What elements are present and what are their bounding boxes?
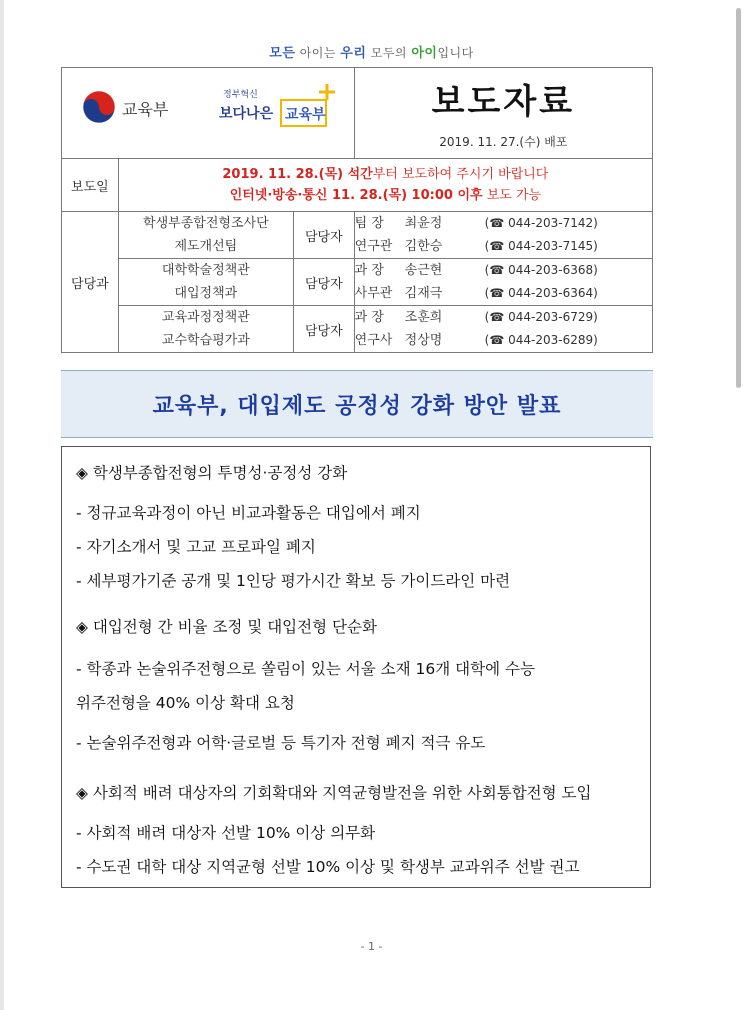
logo-cell	[62, 68, 355, 159]
person-label: 담당자	[293, 306, 354, 353]
taegeuk-logo-icon	[82, 90, 116, 124]
list-item: - 논술위주전형과 어학·글로벌 등 특기자 전형 폐지 적극 유도	[76, 734, 486, 752]
list-item: - 정규교육과정이 아닌 비교과활동은 대입에서 폐지	[76, 504, 421, 522]
contact-cell: 과 장 송근현 (☎ 044-203-6368) 사무관 김재극 (☎ 044-203-6364)	[354, 259, 652, 306]
release-date: 2019. 11. 27.(수) 배포	[439, 135, 568, 149]
list-item: 위주전형을 40% 이상 확대 요청	[76, 694, 295, 712]
slogan: 모든 아이는 우리 모두의 아이입니다	[269, 46, 474, 61]
department-label: 담당과	[62, 212, 119, 353]
list-item: - 자기소개서 및 고교 프로파일 폐지	[76, 538, 316, 556]
title-cell	[354, 68, 652, 159]
summary-box	[61, 446, 651, 888]
scrollbar[interactable]	[736, 8, 741, 388]
contact-cell: 팀 장 최윤정 (☎ 044-203-7142) 연구관 김한승 (☎ 044-203-7145)	[354, 212, 652, 259]
svg-text:보다나은: 보다나은	[219, 106, 274, 122]
person-label: 담당자	[293, 212, 354, 259]
page-edge	[0, 0, 4, 1010]
section-heading: ◈ 사회적 배려 대상자의 기회확대와 지역균형발전을 위한 사회통합전형 도입	[76, 784, 592, 802]
ministry-name: 교육부	[122, 100, 169, 119]
list-item: - 수도권 대학 대상 지역균형 선발 10% 이상 및 학생부 교과위주 선발 권고	[76, 858, 580, 876]
department-cell: 교육과정정책관 교수학습평가과	[118, 306, 293, 353]
press-info-table	[61, 67, 653, 353]
section-heading: ◈ 학생부종합전형의 투명성·공정성 강화	[76, 464, 348, 482]
headline: 교육부, 대입제도 공정성 강화 방안 발표	[152, 393, 562, 419]
headline-banner	[61, 370, 653, 438]
contact-cell: 과 장 조훈희 (☎ 044-203-6729) 연구사 정상명 (☎ 044-203-6289)	[354, 306, 652, 353]
person-label: 담당자	[293, 259, 354, 306]
list-item: - 세부평가기준 공개 및 1인당 평가시간 확보 등 가이드라인 마련	[76, 572, 511, 590]
list-item: - 학종과 논술위주전형으로 쏠림이 있는 서울 소재 16개 대학에 수능	[76, 660, 535, 678]
svg-text:교육부: 교육부	[285, 107, 326, 123]
embargo-label: 보도일	[62, 159, 119, 212]
svg-text:정부혁신: 정부혁신	[223, 90, 258, 100]
department-cell: 대학학술정책관 대입정책과	[118, 259, 293, 306]
section-heading: ◈ 대입전형 간 비율 조정 및 대입전형 단순화	[76, 618, 377, 636]
embargo-text: 2019. 11. 28.(목) 석간부터 보도하여 주시기 바랍니다 인터넷·방송·통신 11. 28.(목) 10:00 이후 보도 가능	[118, 159, 652, 212]
page-number: - 1 -	[360, 940, 383, 953]
innovation-logo-icon	[215, 80, 340, 136]
press-release-title: 보도자료	[431, 82, 576, 122]
department-cell: 학생부종합전형조사단 제도개선팀	[118, 212, 293, 259]
list-item: - 사회적 배려 대상자 선발 10% 이상 의무화	[76, 824, 376, 842]
